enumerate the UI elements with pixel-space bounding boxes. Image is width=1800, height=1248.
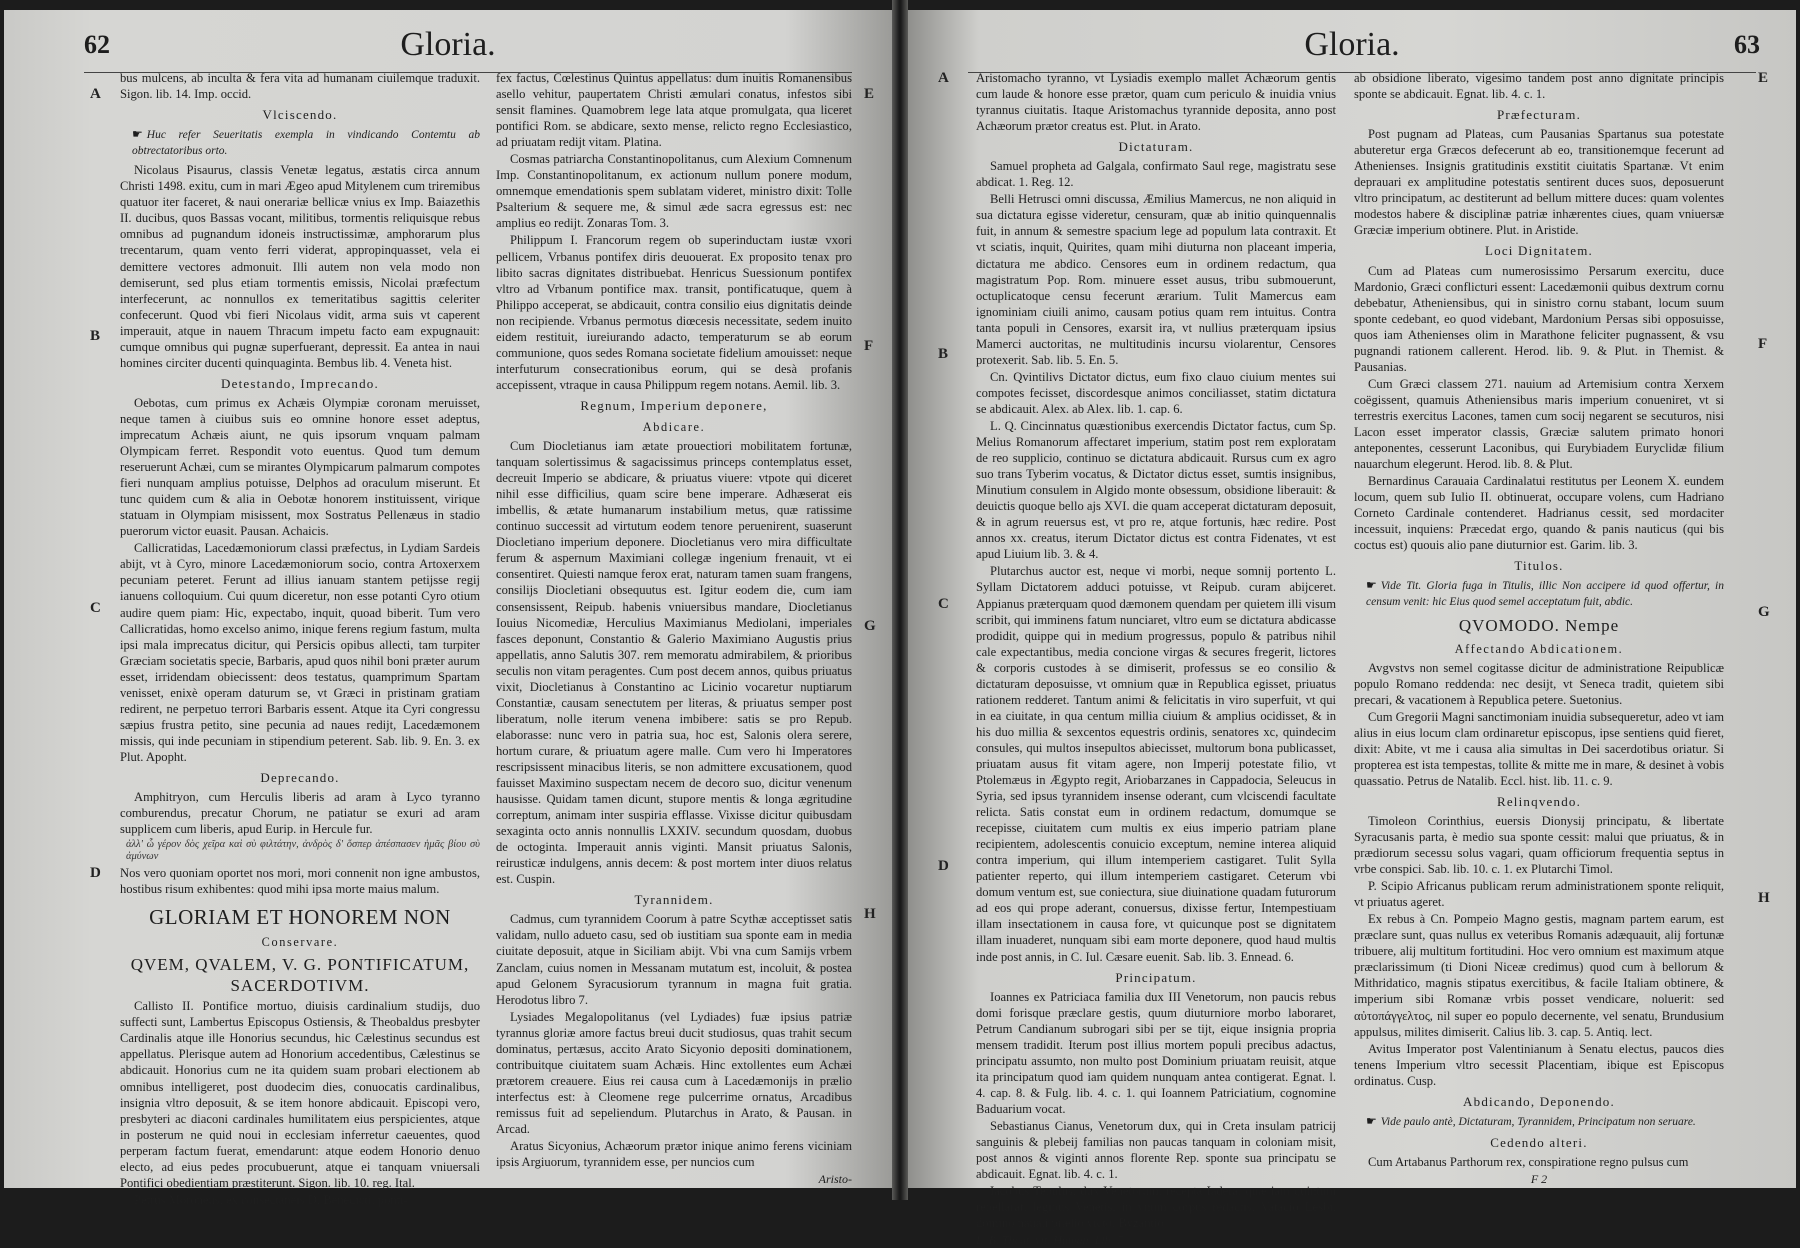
section-heading: Titulos. xyxy=(1514,558,1564,574)
margin-letter: E xyxy=(864,86,875,102)
margin-letter: D xyxy=(938,858,949,874)
paragraph: Iacobus Tepulus, dux Venetorum, recepta Iadera, quæ iam quintum rebellarat, legibus Venetis, in vnum corpus redactis, Vatacio Lesbi, domino nauali prælio victo, Byzantio xyxy=(976,1184,1336,1231)
section-heading: Dictaturam. xyxy=(1118,139,1194,155)
right-page xyxy=(908,10,1796,1248)
margin-letter: A xyxy=(90,86,101,102)
signature-mark: F 2 xyxy=(1530,1171,1548,1186)
running-title: Gloria. xyxy=(1304,26,1400,63)
paragraph: Callicratidas, Lacedæmoniorum classi præfectus, in Lydiam Sardeis abijt, vt à Cyro, minore Lacedæmoniorum socio, contra Artoxerxem pecuniam peteret. Ferunt ad illius ianuam stantem petijsse regij ianuens colloquium. Cui quum diceretur, non esse potanti Cyro otium audire quem piam: Hic, expectabo, inquit, quoad biberit. Tum vero Callicratidas, homo excelso animo, inique ferens regium fastum, multa ipsi mala imprecatus dicitur, qui Persicis opibus allecti, tam turpiter Græciam societatis specie, Barbaris, apud quos nihil boni præter aurum esset, irridendam obiecissent: deos testatus, quamprimum Spartam venisset, enixè operam daturum se, vt Græci in pristinam gratiam redirent, ne perpetuo terrori Barbaris essent. Atque ita Cyri congressu sæpius frustra petito, sine pecunia ad naues redijt, Lacedæmonem missis, qui inde pecuniam in stipendium peterent. Sab. lib. 9. En. 3. ex Plut. Apopht. xyxy=(120,541,480,764)
running-head xyxy=(4,26,892,66)
margin-letter: C xyxy=(90,600,101,616)
paragraph: Belli Hetrusci omni discussa, Æmilius Mamercus, ne non aliquid in sua dictatura egisse videretur, censuram, quæ ab initio quinquennalis fuit, in annum & semestre spacium lege ad populum lata contraxit. Et vt sciatis, inquit, Quirites, quam mihi diuturna non placeant imperia, dictatura me abdico. Censores eum in ordinem redactum, qua magistratum Pop. Rom. minuere esset ausus, tribu submouerunt, octuplicatoque censu fecerunt ærarium. Tulit Mamercus eam ignominiam ciuili animo, causam potius quam rem intuitus. Contra tanta populi in Censores, exarsit ira, vt nullius præterquam ipsius Mamerci auctoritas, ne multitudinis incursu violarentur, Censores protexerit. Sab. lib. 5. En. 5. xyxy=(976,192,1336,367)
paragraph: Post pugnam ad Plateas, cum Pausanias Spartanus sua potestate abuteretur erga Græcos defecerunt ab eo, transitionemque fecerunt ad Athenienses. Insignis gratitudinis exstitit ciuitatis Spartanæ. Vt enim deprauari ex amplitudine potestatis sentirent duces suos, deposuerunt vltro principatum, ac destiterunt ad bellum mittere duces: quam volentes modestos habere & disciplinæ patriæ inhærentes ciues, quam vniuersæ Græciæ imperium obtinere. Plut. in Aristide. xyxy=(1354,127,1724,238)
paragraph: L. Q. Cincinnatus quæstionibus exercendis Dictator factus, cum Sp. Melius Romanorum affectaret imperium, statim post rem exploratam de reo supplicio, continuo se dictatura abdicauit. Rursus cum ex agro suo trans Tyberim vocatus, & Dictator dictus esset, sumtis insignibus, Minutium consulem in Algido monte obsessum, obsidione liberauit: & deuictis quoque bello ajs XVI. die quam acceperat dictaturam deposuit, & in agrum reuersus est, vt pro re, atque fortunis, hæc redire. Post annos xx. creatus, iterum Dictator dictus est contra Fidenates, vt est apud Liuium lib. 3. & 4. xyxy=(976,418,1336,562)
paragraph: Philippum I. Francorum regem ob superinductam iustæ vxori pellicem, Vrbanus pontifex diris deuouerat. Ex proposito tenax pro libito sacras dignitates distribuebat. Henricus Suessionum pontifex vltro ad Vrbanum pontifice max. transit, pontificatuque, quem à Philippo acceperat, se abdicauit, contra consilio eius dignitatis deinde non recipiende. Vrbanus permotus diœcesis necessitate, sedem inuito eidem restituit, iureiurando adacto, temperaturum se ab eorum communione, quos sedes Romana societate fidelium amouisset: neque interfuturum consecrationibus eorum, qui se desà profanis accepissent, vtraque in causa Philippum regem notans. Aemil. lib. 3. xyxy=(496,233,852,392)
margin-letter: B xyxy=(90,328,101,344)
paragraph: Amphitryon, cum Herculis liberis ad aram à Lyco tyranno comburendus, precatur Chorum, ne patiatur se exuri ad aram supplicem cum liberis, apud Eurip. in Hercule fur. xyxy=(120,790,480,837)
major-heading: GLORIAM ET HONOREM NON xyxy=(149,905,451,930)
paragraph: ab obsidione liberato, vigesimo tandem post anno dignitate principis sponte se abdicauit. Egnat. lib. 4. c. 1. xyxy=(1354,71,1724,102)
paragraph: Cosmas patriarcha Constantinopolitanus, cum Alexium Comnenum Imp. Constantinopolitanum, ex actionum nullum ponere modum, omnemque emendationis spem sublatam videret, ministro dixit: Tolle Psalterium & sequere me, & simul æde sacra egressus est: nec amplius eo redijt. Zonaras Tom. 3. xyxy=(496,152,852,231)
book-gutter xyxy=(892,0,908,1200)
paragraph: Sebastianus Cianus, Venetorum dux, qui in Creta insulam patricij sanguinis & plebeij familias non paucas tanquam in coloniam misit, post annos & viginti annos florente Rep. sponte sua principatu se abdicauit. Egnat. lib. 4. c. 1. xyxy=(976,1119,1336,1182)
paragraph: Cum Gregorii Magni sanctimoniam inuidia subsequeretur, adeo vt iam alius in eius locum clam ordinaretur episcopus, ipse sentiens quid fieret, dixit: Abite, vt me i causa alia simultas in Dei sacerdotibus oriatur. Si propterea est ista tempestas, tollite & mitte me in mare, & desinet à vobis quassatio. Petrus de Natalib. Eccl. hist. lib. 11. c. 9. xyxy=(1354,709,1724,788)
margin-letter: C xyxy=(938,596,949,612)
cross-reference: ☛ Vide paulo antè, Dictaturam, Tyrannidem, Principatum non seruare. xyxy=(1366,1113,1696,1128)
paragraph: Samuel propheta ad Galgala, confirmato Saul rege, magistratu sese abdicat. 1. Reg. 12. xyxy=(976,159,1336,190)
paragraph: Cn. Qvintilivs Dictator dictus, eum fixo clauo ciuium mentes sui compotes fecisset, discordesque animos conciliasset, statim dictatura se abdicauit. Alex. ab Alex. lib. 1. cap. 6. xyxy=(976,369,1336,416)
cross-reference: ☛ Vide Tit. Gloria fuga in Titulis, illic Non accipere id quod offertur, in censum venit: hic Eius quod semel acceptatum fuit, abdic. xyxy=(1366,578,1724,609)
paragraph: bus mulcens, ab inculta & fera vita ad humanam ciuilemque traduxit. Sigon. lib. 14. Imp. occid. xyxy=(120,71,480,102)
section-heading-sub: Affectando Abdicationem. xyxy=(1454,641,1624,656)
paragraph: Bernardinus Carauaia Cardinalatui restitutus per Leonem X. eundem locum, quem sub Iulio II. obtinuerat, occupare volens, cum Hadriano Corneto Cardinale contenderet. Hadrianus cessit, sed mordaciter incessuit, inquiens: Præcedat ergo, quando & panis nauticus (qui bis coctus est) quouis alio pane diuturnior est. Garim. lib. 3. xyxy=(1354,474,1724,553)
paragraph: Aristomacho tyranno, vt Lysiadis exemplo mallet Achæorum gentis cum laude & honore esse prætor, quam cum periculo & inuidia vnius tyrannus ciuitatis. Itaque Aristomachus tyrannide deposita, anno post Achæorum prætor creatus est. Plut. in Arato. xyxy=(976,71,1336,134)
paragraph: Aratus Sicyonius, Achæorum prætor inique animo ferens viciniam ipsis Argiuorum, tyrannidem esse, per nuncios cum xyxy=(496,1139,852,1170)
paragraph: Cum Diocletianus iam ætate prouectiori mobilitatem fortunæ, tanquam solertissimus & sagacissimus princeps contemplatus esset, decreuit Imperio se abdicare, & priuatus viuere: vtpote qui diceret nihil esse difficilius, quam scire bene imperare. Adhæserat eis imbellis, & ætate humanarum instabilium metus, quæ ratissime continuo successit ad virtutum eodem tenore peruenirent, suaserunt Diocletiano imperium deponere. Diocletianus vero mira difficultate ferum & aspernum Maximiani collegæ ingenium frenauit, vt ei consentiret. Quiesti namque ferox erat, naturam tamen suam frangens, consilijs Diocletiani obsequutus est. Igitur eodem die, cum iam consensissent, Reipub. habenis vniuersibus mandare, Diocletianus Iouius Nicomediæ, Herculius Maximianus Mediolani, imperiales fasces deponunt, Constantio & Galerio Maximiano Augustis prius appellatis, anno Salutis 307. rem memoratu admirabilem, & prioribus seculis non vitam peragentes. Cum post decem annos, quibus priuatus vixit, Diocletianus à Constantino ac Licinio vocaretur nuptiarum Constantiæ, causam senectutem per literas, & priuatus semper post liberatum, nolle iterum venena imbibere: satis se pro Repub. elaborasse: nunc vero in patria sua, hoc est, Salonis olera serere, hortum curare, & priuatum agere malle. Cum vero hi Imperatores rescripsissent minacibus literis, se non admittere excusationem, quod fauisset Maximino suspectam necem de decoro suo, dicitur venenum hausisse. Quidam tamen dicunt, stupore mentis & longa ægritudine correptum, animam inter suspiria efflasse. Vixisse dicitur quibusdam sexaginta octo annis nonnullis LXXIV. secundum quosdam, duobus de octoginta. Imperauit annis viginti. Mansit priuatus Salonis, reirusticæ indulgens, annis decem: & post mortem inter diuos relatus est. Cuspin. xyxy=(496,439,852,887)
paragraph: Cum Artabanus Parthorum rex, conspiratione regno pulsus cum xyxy=(1368,1154,1689,1169)
section-heading: Abdicando, Deponendo. xyxy=(1463,1093,1615,1109)
paragraph: fex factus, Cœlestinus Quintus appellatus: dum inuitis Romanensibus asello vehitur, paupertatem Christi æmulari conatus, infestos sibi sensit flamines. Quamobrem lege lata atque promulgata, qua liceret pontifici Rom. se abdicare, sexto mense, relicto regno Ecclesiastico, ad priuatam redijt vitam. Platina. xyxy=(496,71,852,150)
paragraph: Timoleon Corinthius, euersis Dionysij principatu, & libertate Syracusanis parta, è medio sua sponte cessit: malui que priuatus, & in prædiorum secessu solus vagari, quam officiorum frequentia septus in vrbe conspici. Sab. lib. 10. c. 1. ex Plutarchi Timol. xyxy=(1354,813,1724,877)
section-heading: Vlciscendo. xyxy=(262,107,338,123)
cross-reference: ☛ Huc refer Seueritatis exempla in vindicando Contemtu ab obtrectatoribus orto. xyxy=(132,127,480,158)
major-heading-sub: Conservare. xyxy=(261,935,339,950)
margin-letter: E xyxy=(1758,70,1769,86)
left-column-a xyxy=(120,70,480,1207)
margin-letter: G xyxy=(1758,604,1770,620)
catchword: Aristo- xyxy=(818,1172,852,1187)
section-heading: Relinqvendo. xyxy=(1496,793,1582,809)
right-column-a xyxy=(976,70,1336,1248)
margin-letter: G xyxy=(864,618,876,634)
margin-letter: F xyxy=(1758,336,1768,352)
footer-citation: L. B. Theat. vit. Human. Lib. 7. xyxy=(976,1233,1126,1248)
left-page xyxy=(4,10,892,1207)
paragraph: Ioannes ex Patriciaca familia dux III Venetorum, non paucis rebus domi forisque præclare gestis, quum diuturniore morbo laboraret, Petrum Candianum subrogari sibi per se tijt, eique insignia propria mensem tradidit. Iterum post illius mortem populi precibus adactus, principatu assumto, non multo post Dominium priuatam reuisit, atque ita principatum quod iam quidem nunquam antea contigerat. Egnat. l. 4. cap. 8. & Fulg. lib. 4. c. 1. qui Ioannem Patriciatium, cognomine Baduarium vocat. xyxy=(976,989,1336,1116)
section-heading: Cedendo alteri. xyxy=(1490,1134,1588,1150)
section-heading: Præfecturam. xyxy=(1496,107,1582,123)
page-number: 63 xyxy=(1734,30,1760,59)
paragraph: Nicolaus Pisaurus, classis Venetæ legatus, æstatis circa annum Christi 1498. exitu, cum in mari Ægeo apud Mitylenem cum triremibus quatuor iter faceret, & naui onerariæ bellicæ vnius ex Imp. Baiazethis II. ducibus, quos Bassas vocant, militibus, tormentis reliquisque rebus omnibus ad pugnandum idoneis instructissimæ, amphorarum plus trecentarum, quam vento ferri viderat, appropinquasset, vela ei demittere vectores admonuit. Illi autem non vela modo non demiserunt, sed plus etiam tormentis emissis, Nicolai præfectum interfecerunt, ac nonnullos ex temeritatibus sagittis celeriter confecerunt. Quod vbi fieri Nicolaus vidit, arma suis vt caperent imperauit, atque in nauem Thracum impetu facto eam expugnauit: cumque omnibus qui pugnæ superfuerant, depressit. Ea antea in naui homines circiter ducenti quinquaginta. Bembus lib. 4. Veneta hist. xyxy=(120,163,480,370)
running-head xyxy=(908,26,1796,66)
paragraph: Petrus Moroneus, ex consectaneis D. Benedicti, ponti- xyxy=(134,1192,408,1207)
margin-letter: H xyxy=(1758,890,1770,906)
section-heading: Regnum, Imperium deponere, xyxy=(580,397,768,413)
paragraph: Plutarchus auctor est, neque vi morbi, neque somnij portento L. Syllam Dictatorem adduci potuisse, vt Reipub. curam abijceret. Appianus præterquam quod dæmonem quendam per quietem illi visum scribit, qui imminens fatum nunciaret, vltro eum se dictatura abdicasse prodidit, quippe qui in medium progressus, populo & patribus nihil cale expectantibus, media concione virgas & secures fregerit, lictores & corporis custodes à se dimiserit, professus se eo consilio & dictaturam deposuisse, vt omnium quæ in Republica egisset, priuatus rationem redderet. Tantum animi & felicitatis in viro superfuit, vt qui in ea ciuitate, in qua centum millia ciuium & amplius ocidisset, & in his duo millia & sexcentos equestris ordinis, senatores xc, quindecim consules, qui multos insepultos abiecisset, multorum bona publicasset, priuatam ausus fit vitam agere, non Imperij potestate filio, vt Ptolemæus in Ægypto regit, Ariobarzanes in Cappadocia, Seleucus in Syria, sed ipsus tyrannidem insense oderant, cum vlciscendi facultate relicta. Satis constat eum in ordinem redactum, domumque se recepisse, ciuitatem cum multis ex eius imperio patriam plane recipientem, adolescentis conuicio exceptum, nemine interea aliquid contra imperium, qui illum intemperiem castigaret. Tulit Sylla patienter reperto, qui illum intemperiem castigaret. Ceterum vbi domum ventum est, sue coniectura, siue diuinatione quadam futurorum ad eos qui prope aderant, conuersus, dixisse fertur, Intempestiuam illam insectationem in causa fore, vt quicunque post se dignitatem illam inuaderet, nunquam sibi eam morte deponere, quod haud multis inde post annis, in C. Iul. Cæsare euenit. Sab. lib. 3. Ennead. 6. xyxy=(976,564,1336,964)
right-column-b xyxy=(1354,70,1724,1186)
section-heading: Principatum. xyxy=(1115,969,1197,985)
margin-letter: F xyxy=(864,338,874,354)
paragraph: Cum ad Plateas cum numerosissimo Persarum exercitu, duce Mardonio, Græci conflicturi essent: Lacedæmonii quibus dextrum cornu debebatur, Atheniensibus, qui in sinistro cornu stabant, locum suum sponte cedebant, eo quod videbant, Mardonium Persas sibi opposuisse, quos iam Athenienses olim in Marathone feliciter pugnassent, & vsu pugnandi rationem callerent. Herod. lib. 9. & Plut. in Themist. & Pausanias. xyxy=(1354,263,1724,374)
left-column-b xyxy=(496,70,852,1187)
paragraph: Lysiades Megalopolitanus (vel Lydiades) fuæ ipsius patriæ tyrannus gloriæ amore factus breui ducit studiosus, quas trahit secum dominatus, pertæsus, accito Arato Sicyonio depositi dominationem, contribuitque ciuitatem suam Achæis. Hinc extollentes eum Achæi prætorem creauere. Eius rei causa cum à Lacedæmonijs in prælio interfectus est: à Cleomene rege pulcerrime ornatus, Arcadibus remissus fuit ad sepeliendum. Plutarchus in Arato, & Pausan. in Arcad. xyxy=(496,1009,852,1136)
paragraph: Nos vero quoniam oportet nos mori, mori connenit non igne ambustos, hostibus risum exhibentes: quod mihi ipsa morte maius malum. xyxy=(120,866,480,897)
paragraph: Avitus Imperator post Valentinianum à Senatu electus, paucos dies tenens Imperium vltro secessit Placentiam, ibique est Episcopus ordinatus. Cusp. xyxy=(1354,1041,1724,1088)
paragraph: Cadmus, cum tyrannidem Coorum à patre Scythæ acceptisset satis validam, nullo adueto casu, sed ob iustitiam sua sponte eam in media ciuitate deposuit, atque in Siciliam abijt. Vbi vna cum Samijs vrbem Zanclam, cuius nomen in Messanam mutatum est, incoluit, & postea apud Gelonem Syracusiorum tyrannum in magna fuit gratia. Herodotus libro 7. xyxy=(496,912,852,1007)
paragraph: Avgvstvs non semel cogitasse dicitur de administratione Reipublicæ populo Romano reddenda: nec desijt, vt Seneca tradit, quietem sibi precari, & vacationem à Republica petere. Suetonius. xyxy=(1354,660,1724,707)
paragraph: Callisto II. Pontifice mortuo, diuisis cardinalium studijs, duo suffecti sunt, Lambertus Episcopus Ostiensis, & Theobaldus presbyter Cardinalis atque ille Honorius secundus, hic Cælestinus secundus est appellatus. Plerisque autem ad Honorium accedentibus, Cælestinus se abdicauit. Honorius cum ne ita quidem suam probari electionem ab omnibus intelligeret, post duodecim dies, conuocatis cardinalibus, insignia vltro deposuit, & se item honore abdicauit. Episcopi vero, presbyteri ac diaconi cardinales humilitatem eius perspicientes, atque in posterum ne quid noui in ecclesiam inferretur caeuentes, quod perperam factum fuerat, emendarunt: atque eodem Honorio denuo electo, ad eius pedes procubuerunt, atque ei tanquam vniuersali Pontifici obedientiam præstiterunt. Sigon. lib. 10. reg. Ital. xyxy=(120,999,480,1190)
margin-letter: B xyxy=(938,346,949,362)
major-heading: QVEM, QVALEM, V. G. PONTIFICATUM, SACERDOTIVM. xyxy=(130,955,470,996)
margin-letter: H xyxy=(864,906,876,922)
paragraph: Cum Græci classem 271. nauium ad Artemisium contra Xerxem coëgissent, quamuis Atheniensibus maris imperium conueniret, vt si terrestris exercitus Lacones, tamen cum socij negarent se secuturos, nisi Lacon esset imperator classis, Græciæ salutem primato honori anteponentes, cesserunt Laconibus, qui Eurybiadem Euryclidæ filium nauarchum elegerunt. Herod. lib. 8. & Plut. xyxy=(1354,376,1724,472)
running-title: Gloria. xyxy=(400,26,496,63)
section-heading-sub: Abdicare. xyxy=(642,419,706,434)
page-number: 62 xyxy=(84,30,110,59)
section-heading: Tyrannidem. xyxy=(634,892,714,908)
paragraph: Oebotas, cum primus ex Achæis Olympiæ coronam meruisset, neque tamen à ciuibus suis eo omnine honore esset adeptus, imprecatum Achæis aiunt, ne quis ipsorum vnquam palmam Olympicam ferret. Respondit voto euentus. Quod tum demum reseruerunt Achæi, cum se mirantes Olympicarum palmarum compotes fieri nunquam amplius potuisse, Delphos ad oraculum miserunt. Et tunc quidem cum & alia in Oebotæ honorem instituissent, virique statuam in Olympiam misissent, mox Sostratus Pellenæus in stadio puerorum victor euasit. Pausan. Achaicis. xyxy=(120,395,480,539)
pointing-hand-icon: ☛ xyxy=(132,127,143,142)
major-heading: QVOMODO. Nempe xyxy=(1458,615,1620,635)
pointing-hand-icon: ☛ xyxy=(1366,1113,1377,1128)
paragraph: P. Scipio Africanus publicam rerum administrationem sponte reliquit, vt priuatus ageret. xyxy=(1354,879,1724,910)
margin-letter: A xyxy=(938,70,949,86)
paragraph: Ex rebus à Cn. Pompeio Magno gestis, magnam partem earum, est præclare sunt, quas nullus ex veteribus Romanis adæquauit, alij fortunæ tribuere, alij multitum fortitudini. Hoc vero omnium est maximum atque præclarissimum (ti Dioni Niceæ credimus) quod cum à bellorum & Mithridatico, magnis stipatus exercitibus, & facile Italiam obtinere, & imperium sibi Romanæ vrbis posset vendicare, noluerit: sed αὐτοπάγγελτος, nil super eo populo decernente, vel senatu, Brundusium appulsus, milites dimiserit. Calius lib. 3. cap. 5. Antiq. lect. xyxy=(1354,912,1724,1039)
section-heading: Deprecando. xyxy=(260,769,340,785)
section-heading: Detestando, Imprecando. xyxy=(221,375,379,391)
pointing-hand-icon: ☛ xyxy=(1366,578,1377,593)
margin-letter: D xyxy=(90,865,101,881)
section-heading: Loci Dignitatem. xyxy=(1484,243,1593,259)
greek-quotation: ἀλλ' ὧ γέρον δὸς χεῖρα καὶ σὺ φιλτάτην, ἀνδρὸς δ' ὅσπερ ἀπέσπασεν ἡμᾶς βίου σὺ ἀμύνων xyxy=(126,839,480,863)
